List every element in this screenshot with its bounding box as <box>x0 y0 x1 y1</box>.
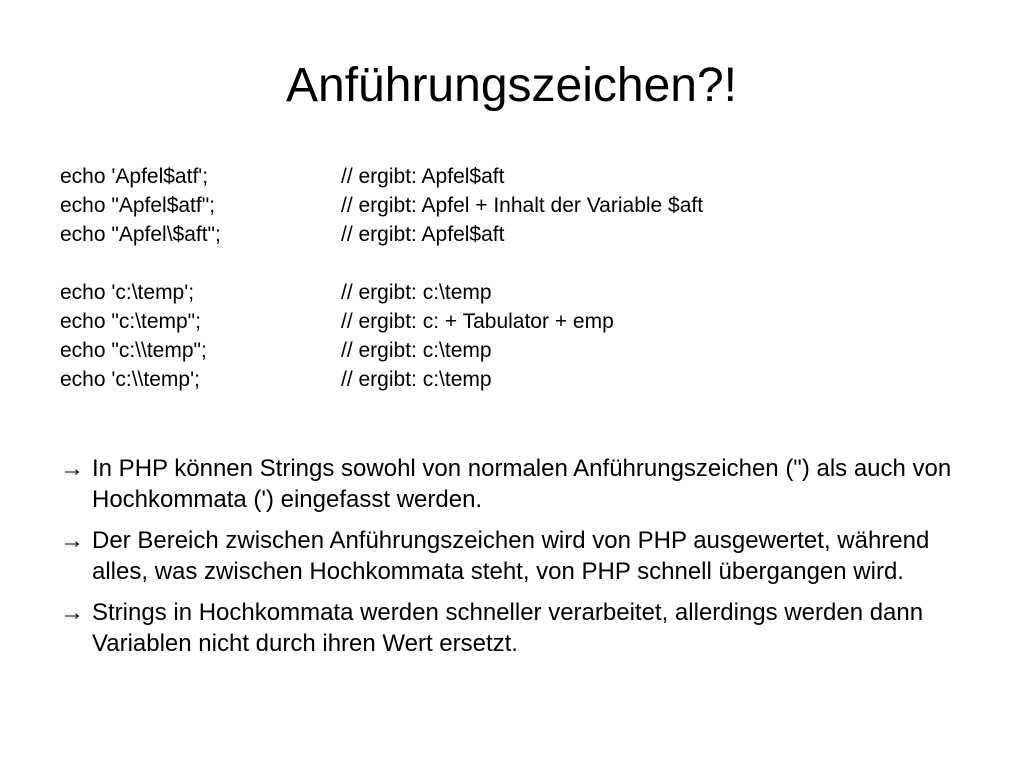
code-line <box>60 307 960 336</box>
code-comment: // ergibt: c:\temp <box>341 368 492 391</box>
code-statement: echo "Apfel$atf"; <box>60 194 216 217</box>
note-text: Der Bereich zwischen Anführungszeichen wird von PHP ausgewertet, während alles, was zwischen Hochkommata steht, von PHP schnell übergangen wird. <box>92 527 930 585</box>
code-comment: // ergibt: Apfel$aft <box>341 165 505 188</box>
code-examples <box>60 162 960 394</box>
arrow-right-icon: → <box>60 599 84 626</box>
note-item <box>60 525 980 587</box>
note-item <box>60 597 980 659</box>
code-statement: echo "c:\\temp"; <box>60 339 207 362</box>
code-comment: // ergibt: Apfel + Inhalt der Variable $aft <box>341 194 704 217</box>
code-comment: // ergibt: c: + Tabulator + emp <box>341 310 614 333</box>
note-item <box>60 453 980 515</box>
notes-list <box>60 453 980 669</box>
code-line <box>60 365 960 394</box>
code-comment: // ergibt: Apfel$aft <box>341 223 505 246</box>
code-statement: echo 'c:\temp'; <box>60 281 195 304</box>
code-line <box>60 220 960 249</box>
arrow-right-icon: → <box>60 455 84 482</box>
code-statement: echo "c:\temp"; <box>60 310 201 333</box>
code-statement: echo 'Apfel$atf'; <box>60 165 209 188</box>
code-line <box>60 191 960 220</box>
note-text: Strings in Hochkommata werden schneller verarbeitet, allerdings werden dann Variablen nicht durch ihren Wert ersetzt. <box>92 599 924 657</box>
slide-title: Anführungszeichen?! <box>286 59 737 112</box>
code-line <box>60 278 960 307</box>
code-group-variables <box>60 162 960 249</box>
code-statement: echo 'c:\\temp'; <box>60 368 200 391</box>
code-line <box>60 162 960 191</box>
code-group-escapes <box>60 278 960 394</box>
code-comment: // ergibt: c:\temp <box>341 339 492 362</box>
code-statement: echo "Apfel\$aft"; <box>60 223 221 246</box>
arrow-right-icon: → <box>60 527 84 554</box>
note-text: In PHP können Strings sowohl von normalen Anführungszeichen (") als auch von Hochkommata (') eingefasst werden. <box>92 455 952 513</box>
code-comment: // ergibt: c:\temp <box>341 281 492 304</box>
code-line <box>60 336 960 365</box>
